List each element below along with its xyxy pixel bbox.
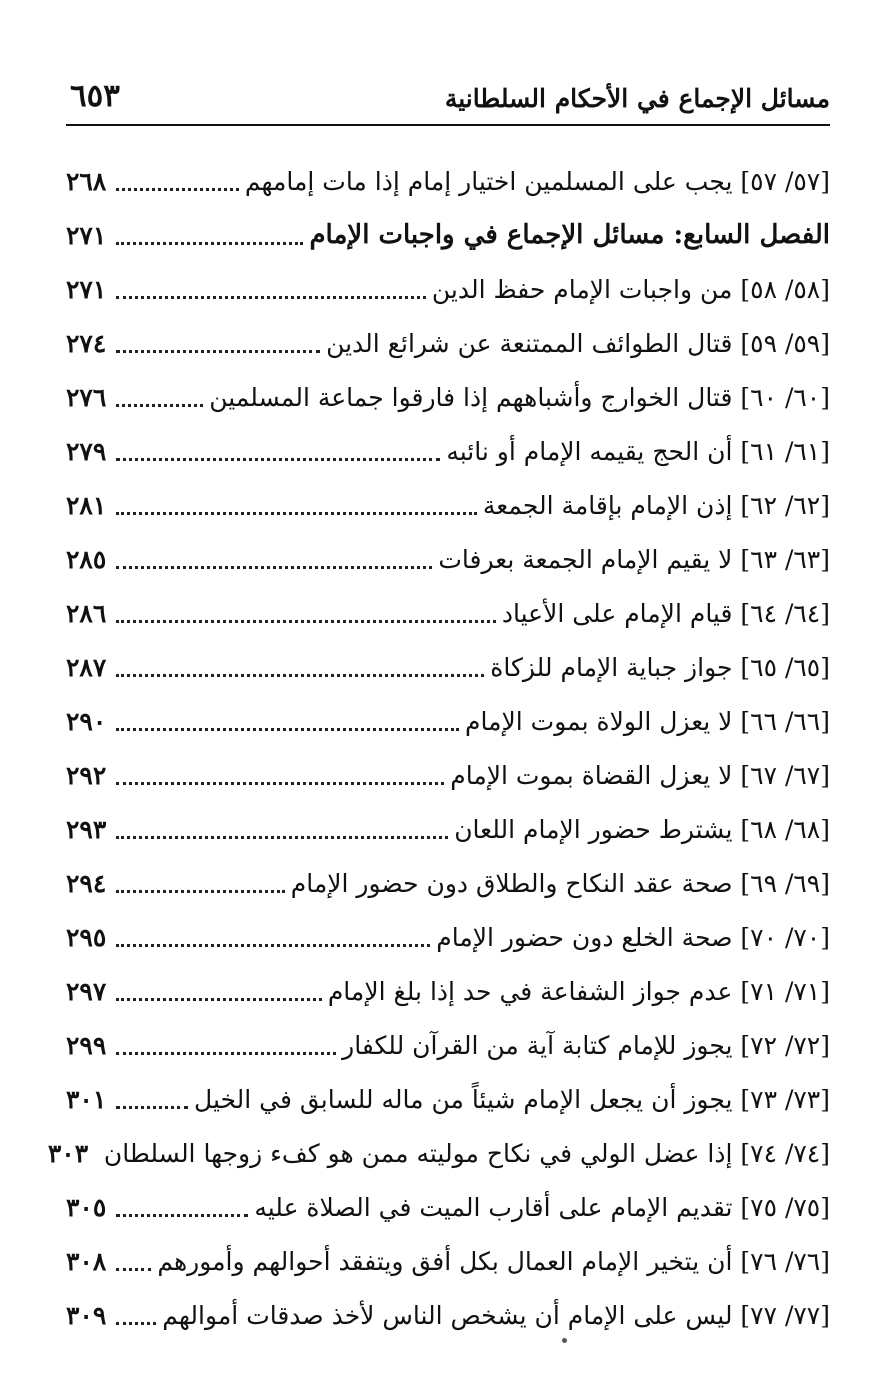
dot-leader: [116, 1214, 248, 1217]
toc-page-number: ٢٧١: [66, 274, 107, 304]
toc-page-number: ٢٨١: [66, 490, 107, 520]
dot-leader: [116, 1322, 156, 1325]
dot-leader: [116, 836, 448, 839]
toc-entry-text: [٥٧/ ٥٧] يجب على المسلمين اختيار إمام إذا مات إمامهم: [244, 166, 830, 196]
dot-leader: [116, 404, 203, 407]
toc-entry: [66, 964, 830, 1018]
toc-entry: [66, 640, 830, 694]
toc-entry-text: [٦٢/ ٦٢] إذن الإمام بإقامة الجمعة: [482, 490, 830, 520]
toc-entry: [66, 262, 830, 316]
toc-entry-text: [٦٥/ ٦٥] جواز جباية الإمام للزكاة: [490, 652, 830, 682]
toc-entry-text: [٧٧/ ٧٧] ليس على الإمام أن يشخص الناس لأخذ صدقات أموالهم: [162, 1300, 830, 1330]
toc-entry: [66, 748, 830, 802]
toc-page-number: ٣٠٣: [47, 1138, 89, 1168]
page-header: [66, 70, 830, 126]
toc-entry-text: [٦٨/ ٦٨] يشترط حضور الإمام اللعان: [454, 814, 830, 844]
dot-leader: [116, 674, 484, 677]
toc-entry: [66, 694, 830, 748]
dot-leader: [116, 188, 239, 191]
toc-entry-text: [٦٤/ ٦٤] قيام الإمام على الأعياد: [501, 598, 830, 628]
toc-entry-text: [٧٦/ ٧٦] أن يتخير الإمام العمال بكل أفق ويتفقد أحوالهم وأمورهم: [157, 1246, 830, 1276]
toc-entry: [66, 478, 830, 532]
toc-page-number: ٣٠١: [66, 1084, 107, 1114]
dot-leader: [116, 242, 303, 245]
toc-page-number: ٢٨٦: [66, 598, 107, 628]
toc-page-number: ٢٩٩: [66, 1030, 107, 1060]
dot-leader: [116, 782, 444, 785]
toc-entry: [66, 910, 830, 964]
toc-page-number: ٢٩٣: [66, 814, 107, 844]
toc-entry-text: [٦٩/ ٦٩] صحة عقد النكاح والطلاق دون حضور الإمام: [290, 868, 830, 898]
toc-page-number: ٢٦٨: [66, 166, 107, 196]
toc-entry: [66, 1018, 830, 1072]
toc-entry-text: [٧١/ ٧١] عدم جواز الشفاعة في حد إذا بلغ الإمام: [327, 976, 830, 1006]
toc-entry-text: [٥٨/ ٥٨] من واجبات الإمام حفظ الدين: [431, 274, 830, 304]
page-number: ٦٥٣: [70, 78, 120, 114]
toc-entry: [66, 370, 830, 424]
toc-entry: [66, 1180, 830, 1234]
running-title: مسائل الإجماع في الأحكام السلطانية: [444, 84, 830, 113]
dot-leader: [116, 566, 432, 569]
toc-page-number: ٢٩٥: [66, 922, 107, 952]
dot-leader: [116, 458, 440, 461]
toc-entry-text: [٦٠/ ٦٠] قتال الخوارج وأشباههم إذا فارقوا جماعة المسلمين: [209, 382, 830, 412]
toc-page-number: ٢٩٠: [66, 706, 107, 736]
toc-entry-text: [٥٩/ ٥٩] قتال الطوائف الممتنعة عن شرائع الدين: [326, 328, 830, 358]
dot-leader: [116, 1268, 151, 1271]
toc-page-number: ٢٧٦: [66, 382, 107, 412]
dot-leader: [116, 1106, 188, 1109]
toc-entry: [47, 1126, 830, 1180]
toc-entry: [66, 586, 830, 640]
dot-leader: [116, 296, 426, 299]
dot-leader: [116, 944, 430, 947]
toc-entry-text: [٧٥/ ٧٥] تقديم الإمام على أقارب الميت في الصلاة عليه: [254, 1192, 830, 1222]
toc-entry-text: [٦١/ ٦١] أن الحج يقيمه الإمام أو نائبه: [446, 436, 830, 466]
dot-leader: [116, 350, 320, 353]
toc-entry: [66, 532, 830, 586]
dot-leader: [116, 512, 477, 515]
dot-leader: [116, 890, 285, 893]
toc-entry: [66, 1072, 830, 1126]
toc-section-heading: [66, 208, 830, 262]
dot-leader: [116, 728, 459, 731]
toc-page-number: ٢٧٤: [66, 328, 107, 358]
toc-page-number: ٣٠٥: [66, 1192, 107, 1222]
toc-entry: [66, 316, 830, 370]
toc-entry: [66, 154, 830, 208]
toc-entry-text: [٧٢/ ٧٢] يجوز للإمام كتابة آية من القرآن للكفار: [342, 1030, 830, 1060]
toc-entry-text: الفصل السابع: مسائل الإجماع في واجبات الإمام: [309, 220, 830, 250]
toc-page-number: ٢٩٧: [66, 976, 107, 1006]
toc-page-number: ٢٩٤: [66, 868, 107, 898]
toc-entry: [66, 856, 830, 910]
toc-entry-text: [٦٧/ ٦٧] لا يعزل القضاة بموت الإمام: [450, 760, 830, 790]
toc-page-number: ٢٧١: [66, 220, 107, 250]
toc-page-number: ٢٧٩: [66, 436, 107, 466]
toc-entry: [66, 424, 830, 478]
toc-entry-text: [٦٦/ ٦٦] لا يعزل الولاة بموت الإمام: [465, 706, 830, 736]
dot-leader: [116, 620, 496, 623]
dot-leader: [116, 1052, 336, 1055]
toc-entry: [66, 802, 830, 856]
toc-page-number: ٢٩٢: [66, 760, 107, 790]
toc-entry: [66, 1234, 830, 1288]
toc-entry-text: [٧٣/ ٧٣] يجوز أن يجعل الإمام شيئاً من ماله للسابق في الخيل: [194, 1084, 830, 1114]
toc-page-number: ٣٠٨: [66, 1246, 107, 1276]
toc-entry-text: [٧٤/ ٧٤] إذا عضل الولي في نكاح موليته ممن هو كفء زوجها السلطان: [103, 1138, 830, 1168]
toc-page-number: ٣٠٩: [66, 1300, 107, 1330]
table-of-contents: [47, 154, 830, 1342]
toc-entry: [66, 1288, 830, 1342]
toc-page-number: ٢٨٧: [66, 652, 107, 682]
ink-speck: [562, 1338, 567, 1343]
toc-entry-text: [٦٣/ ٦٣] لا يقيم الإمام الجمعة بعرفات: [438, 544, 830, 574]
toc-entry-text: [٧٠/ ٧٠] صحة الخلع دون حضور الإمام: [436, 922, 830, 952]
dot-leader: [116, 998, 322, 1001]
toc-page-number: ٢٨٥: [66, 544, 107, 574]
